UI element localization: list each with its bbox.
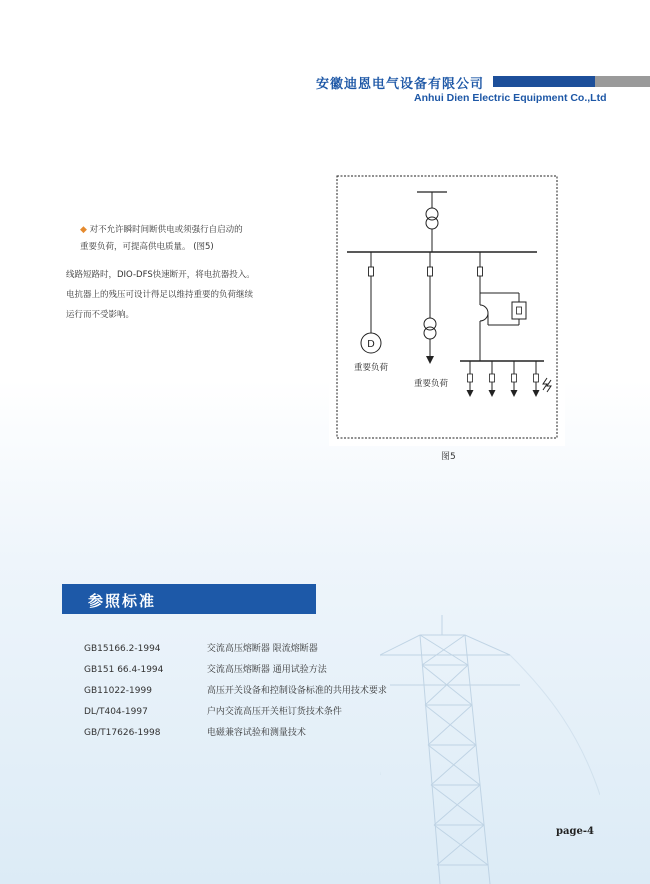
standard-row <box>84 641 318 654</box>
fuse-icon <box>478 267 483 276</box>
reactor-icon <box>480 305 488 321</box>
standard-code: GB/T17626-1998 <box>84 728 161 738</box>
bullet-line-2: 重要负荷，可提高供电质量。 (图5) <box>80 242 214 252</box>
motor-letter: D <box>367 339 375 350</box>
para-line-3: 运行而不受影响。 <box>66 310 135 320</box>
standard-desc: 户内交流高压开关柜订货技术条件 <box>206 707 342 717</box>
standard-code: GB11022-1999 <box>84 686 152 696</box>
main-transformer-icon <box>426 208 438 229</box>
standard-row <box>84 662 327 675</box>
company-name-en: Anhui Dien Electric Equipment Co.,Ltd <box>414 92 607 104</box>
branch-transformer-icon <box>424 318 436 339</box>
standard-row <box>84 683 387 696</box>
diamond-bullet-icon: ◆ <box>80 225 87 235</box>
lightning-icon <box>543 378 551 392</box>
header-bar-gray <box>595 76 650 87</box>
standard-desc: 交流高压熔断器 限流熔断器 <box>206 644 318 654</box>
feeder-group <box>467 361 540 397</box>
load-label-left: 重要负荷 <box>353 363 389 373</box>
transmission-tower-icon <box>380 615 600 884</box>
standard-desc: 交流高压熔断器 通用试验方法 <box>206 665 327 675</box>
standard-desc: 电磁兼容试验和测量技术 <box>206 728 306 738</box>
fuse-icon <box>369 267 374 276</box>
circuit-diagram-figure <box>329 170 565 446</box>
para-line-1: 线路短路时，DIO-DFS快速断开，将电抗器投入。 <box>66 270 255 280</box>
standard-row <box>84 704 342 717</box>
bullet-line-1: 对不允许瞬时间断供电或须强行自启动的 <box>89 225 243 235</box>
standard-desc: 高压开关设备和控制设备标准的共用技术要求 <box>206 686 387 696</box>
standard-code: GB15166.2-1994 <box>84 644 161 654</box>
figure-caption: 图5 <box>441 452 456 462</box>
company-name-cn: 安徽迪恩电气设备有限公司 <box>316 77 485 92</box>
para-line-2: 电抗器上的残压可设计得足以维持重要的负荷继续 <box>66 290 254 300</box>
circuit-diagram <box>329 170 565 446</box>
standard-code: GB151 66.4-1994 <box>84 665 164 675</box>
page-number: page-4 <box>556 826 594 837</box>
fuse-icon <box>428 267 433 276</box>
header-bar-blue <box>493 76 595 87</box>
load-label-mid: 重要负荷 <box>413 379 449 389</box>
section-title: 参照标准 <box>88 592 157 610</box>
arrow-down-icon <box>426 356 434 364</box>
bullet-paragraph <box>80 224 243 236</box>
standard-row <box>84 725 306 738</box>
standard-code: DL/T404-1997 <box>84 707 148 717</box>
